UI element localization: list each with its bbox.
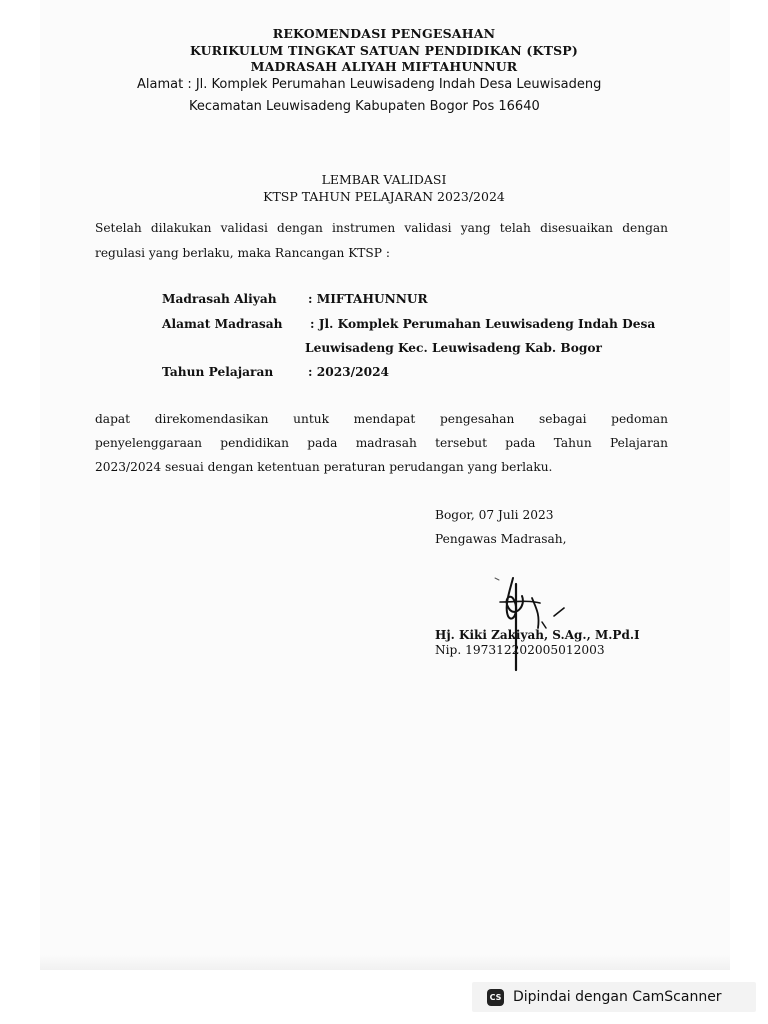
- signature-name: Hj. Kiki Zakiyah, S.Ag., M.Pd.I: [435, 628, 640, 642]
- subtitle-line2: KTSP TAHUN PELAJARAN 2023/2024: [263, 189, 505, 204]
- closing-line3: 2023/2024 sesuai dengan ketentuan peraturan perudangan yang berlaku.: [95, 460, 553, 474]
- signature-place-date: Bogor, 07 Juli 2023: [435, 508, 554, 522]
- detail-value-madrasah: : MIFTAHUNNUR: [308, 292, 428, 306]
- header-title-line1: REKOMENDASI PENGESAHAN: [272, 26, 496, 41]
- header-title-line3: MADRASAH ALIYAH MIFTAHUNNUR: [250, 59, 518, 74]
- camscanner-text: Dipindai dengan CamScanner: [513, 989, 722, 1005]
- detail-value-alamat: : Jl. Komplek Perumahan Leuwisadeng Indah Desa: [310, 317, 656, 331]
- detail-label-alamat: Alamat Madrasah: [162, 317, 283, 331]
- header-address-line1: Alamat : Jl. Komplek Perumahan Leuwisadeng Indah Desa Leuwisadeng: [137, 77, 602, 92]
- document-page: [40, 0, 730, 970]
- closing-line1: dapat direkomendasikan untuk mendapat pengesahan sebagai pedoman: [95, 412, 668, 426]
- camscanner-logo-icon: CS: [487, 989, 504, 1006]
- intro-line2: regulasi yang berlaku, maka Rancangan KTSP :: [95, 246, 390, 260]
- detail-value-tahun: : 2023/2024: [308, 365, 390, 379]
- header-address-line2: Kecamatan Leuwisadeng Kabupaten Bogor Pos 16640: [189, 99, 540, 114]
- header-title-line2: KURIKULUM TINGKAT SATUAN PENDIDIKAN (KTSP): [189, 43, 579, 58]
- detail-value-alamat-cont: Leuwisadeng Kec. Leuwisadeng Kab. Bogor: [305, 341, 602, 355]
- camscanner-watermark: [472, 982, 756, 1012]
- detail-label-tahun: Tahun Pelajaran: [162, 365, 274, 379]
- closing-line2: penyelenggaraan pendidikan pada madrasah tersebut pada Tahun Pelajaran: [95, 436, 668, 450]
- signature-nip: Nip. 197312202005012003: [435, 643, 605, 657]
- detail-label-madrasah: Madrasah Aliyah: [162, 292, 277, 306]
- page-edge: [40, 955, 730, 970]
- intro-line1: Setelah dilakukan validasi dengan instrumen validasi yang telah disesuaikan dengan: [95, 221, 668, 235]
- handwritten-signature: [480, 570, 580, 680]
- signature-role: Pengawas Madrasah,: [435, 532, 567, 546]
- subtitle-line1: LEMBAR VALIDASI: [321, 172, 447, 187]
